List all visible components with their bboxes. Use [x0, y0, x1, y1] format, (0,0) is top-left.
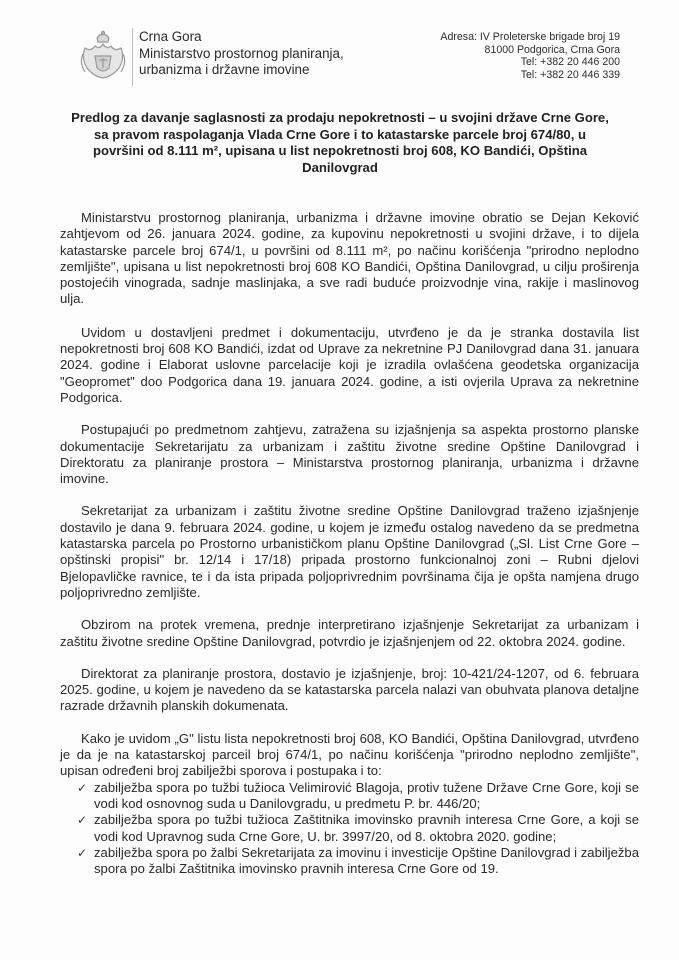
document-title: Predlog za davanje saglasnosti za prodaju nepokretnosti – u svojini države Crne Gore, sa pravom raspolaganja Vlada Crne Gore i to katastarske parcele broj 674/80, u površini od 8.111 m², upisana u list nepokretnosti broj 608, KO Bandići, Opština Danilovgrad	[71, 110, 609, 175]
list-item	[77, 812, 639, 845]
org-line-ministry: Ministarstvo prostornog planiranja,	[139, 45, 344, 61]
disputes-list	[60, 780, 639, 878]
organization-name	[139, 29, 344, 79]
contact-phone-1: Tel: +382 20 446 200	[520, 56, 620, 69]
paragraph-documentation: Uvidom u dostavljeni predmet i dokumentaciju, utvrđeno je da je stranka dostavila list nepokretnosti broj 608 KO Bandići, izdat od Uprave za nekretnine PJ Danilovgrad dana 31. januara 2024. godine i Elaborat uslovne parcelacije koji je izradila ovlašćena geodetska organizacija "Geopromet" doo Podgorica dana 19. januara 2024. godine, a isti ovjerila Uprava za nekretnine Podgorica.	[60, 324, 639, 405]
checkmark-icon: ✓	[77, 780, 88, 795]
list-item	[77, 844, 639, 878]
contact-phone-2: Tel: +382 20 446 339	[520, 68, 620, 81]
letterhead	[0, 0, 679, 80]
list-item-text: zabilježba spora po žalbi Sekretarijata za imovinu i investicije Opštine Danilovgrad i zabilježba spora po žalbi Zaštitnika imovinsko pravnih interesa Crne Gore od 19.	[94, 844, 639, 877]
checkmark-icon: ✓	[77, 813, 88, 828]
org-line-ministry-cont: urbanizma i državne imovine	[139, 62, 310, 77]
paragraph-directorate-response: Direktorat za planiranje prostora, dostavio je izjašnjenje, broj: 10-421/24-1207, od 6. februara 2025. godine, u kojem je navedeno da se katastarska parcela nalazi van obuhvata planova detaljne razrade državnih planskih dokumenata.	[60, 665, 639, 714]
montenegro-coat-of-arms-icon	[75, 28, 131, 84]
contact-address: Adresa: IV Proleterske brigade broj 19	[440, 31, 620, 43]
list-item-text: zabilježba spora po tužbi tužioca Velimirović Blagoja, protiv tužene Države Crne Gore, koji se vodi kod osnovnog suda u Danilovgradu, u predmetu P. br. 446/20;	[94, 779, 639, 811]
paragraph-clarifications-requested: Postupajući po predmetnom zahtjevu, zatražena su izjašnjenja sa aspekta prostorno planske dokumentacije Sekretarijatu za urbanizam i zaštitu životne sredine Opštine Danilovgrad i Direktoratu za planiranje prostora – Ministarstva prostornog planiranja, urbanizma i državne imovine.	[60, 422, 639, 487]
paragraph-request: Ministarstvu prostornog planiranja, urbanizma i državne imovine obratio se Dejan Keković zahtjevom od 26. januara 2024. godine, za kupovinu nepokretnosti u svojini države, i to dijela katastarske parcele broj 674/1, u površini od 8.111 m², po načinu korišćenja "prirodno neplodno zemljište", upisana u list nepokretnosti broj 608 KO Bandići, Opština Danilovgrad, u cilju proširenja postojećih vinograda, sadnje maslinjaka, a sve radi buduće proizvodnje vina, rakije i maslinovog ulja.	[60, 210, 639, 307]
contact-city: 81000 Podgorica, Crna Gora	[484, 43, 620, 56]
paragraph-confirmation: Obzirom na protek vremena, prednje interpretirano izjašnjenje Sekretarijat za urbanizam i zaštitu životne sredine Opštine Danilovgrad, potvrdio je izjašnjenjem od 22. oktobra 2024. godine.	[60, 617, 639, 649]
list-item	[77, 779, 639, 813]
paragraph-secretariat-response: Sekretarijat za urbanizam i zaštitu životne sredine Opštine Danilovgrad traženo izjašnjenje dostavilo je dana 9. februara 2024. godine, u kojem je između ostalog navedeno da se predmetna katastarska parcela po Prostorno urbanističkom planu Opštine Danilovgrad („Sl. List Crne Gore – opštinski propisi" br. 12/14 i 17/18) pripada prostorno funkcionalnoj zoni – Rubni djelovi Bjelopavličke ravnice, te i da ista pripada poljoprivrednim površinama čija je opšta namjena drugo poljoprivredno zemljište.	[60, 503, 639, 600]
letterhead-divider	[132, 28, 133, 86]
paragraph-g-list: Kako je uvidom „G" listu lista nepokretnosti broj 608, KO Bandići, Opština Danilovgrad, utvrđeno je da je na katastarskoj parceil broj 674/1, po načinu korišćenja "prirodno neplodno zemljište", upisan određeni broj zabilježbi sporova i postupaka i to:	[60, 730, 639, 779]
checkmark-icon: ✓	[77, 845, 88, 860]
contact-block	[440, 31, 620, 81]
list-item-text: zabilježba spora po tužbi tužioca Zaštitnika imovinsko pravnih interesa Crne Gore, a koji se vodi kod Upravnog suda Crne Gore, U. br. 3997/20, od 8. oktobra 2020. godine;	[94, 812, 639, 844]
org-line-country: Crna Gora	[139, 29, 202, 44]
document-body	[60, 210, 639, 877]
